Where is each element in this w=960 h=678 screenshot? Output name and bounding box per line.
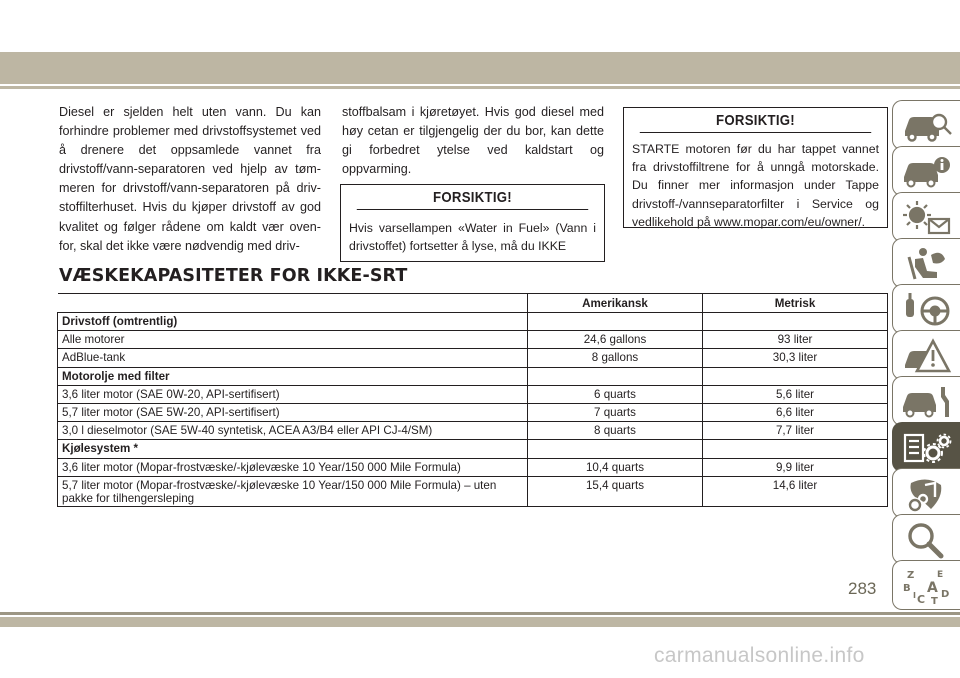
row-metric-value: 5,6 liter xyxy=(703,385,888,403)
table-row xyxy=(58,403,888,421)
body-text-column-2: stoffbalsam i kjøretøyet. Hvis god diesel med høy cetan er tilgjengelig der du bor, kan dette gi forbedret ytelse ved kaldstart og oppvarming. xyxy=(342,105,604,177)
header-rule xyxy=(0,86,960,89)
car-search-icon xyxy=(901,107,953,145)
row-label: Alle motorer xyxy=(58,331,528,349)
specs-gears-icon xyxy=(901,429,953,467)
section-title: VÆSKEKAPASITETER FOR IKKE-SRT xyxy=(59,266,408,286)
row-metric-value: 9,9 liter xyxy=(703,458,888,476)
index-letter: T xyxy=(931,596,938,605)
tab-servicing-maintenance[interactable] xyxy=(892,376,960,426)
table-row xyxy=(58,385,888,403)
header-band xyxy=(0,52,960,84)
tab-search[interactable] xyxy=(892,514,960,564)
index-letters-icon xyxy=(901,567,953,605)
row-us-value: 6 quarts xyxy=(528,385,703,403)
group-label: Motorolje med filter xyxy=(58,367,528,385)
body-text-column-1: Diesel er sjelden helt uten vann. Du kan forhindre problemer med drivstoffsystemet ved å drenere det oppsamlede vannet fra drivstoff/vann-separatoren ved hjelp av tøm-meren for drivstoff/vann-separatoren på driv-stoffilterhuset. Hvis du kjøper drivstoff av god kvalitet og følger rådene om kaldt vær oven-for, skal det ikke være nødvendig med driv- xyxy=(59,105,321,253)
group-label: Kjølesystem * xyxy=(58,440,528,458)
header-us: Amerikansk xyxy=(528,294,703,313)
footer-rule xyxy=(0,612,960,615)
group-row-fuel xyxy=(58,313,888,331)
seat-airbag-icon xyxy=(901,245,953,283)
row-metric-value: 6,6 liter xyxy=(703,403,888,421)
table-row xyxy=(58,476,888,506)
car-info-icon xyxy=(901,153,953,191)
caution-text: STARTE motoren før du har tappet vannet fra drivstoffiltrene for å unngå motorskade. Du finner mer informasjon under Tappe drivstoff-/vannseparatorfilter i Service og vedlikehold på www.mopar.com/eu/owner/. xyxy=(632,142,879,229)
index-letter: B xyxy=(903,583,911,594)
index-letter: D xyxy=(941,589,950,600)
row-label: 3,0 l dieselmotor (SAE 5W-40 syntetisk, ACEA A3/B4 eller API CJ-4/SM) xyxy=(58,422,528,440)
tab-instrument-panel[interactable] xyxy=(892,146,960,196)
tab-getting-to-know-vehicle[interactable] xyxy=(892,100,960,150)
tab-starting-operating[interactable] xyxy=(892,284,960,334)
row-us-value: 10,4 quarts xyxy=(528,458,703,476)
fluid-capacity-table xyxy=(57,293,888,507)
caution-title: FORSIKTIG! xyxy=(357,185,588,210)
tab-lights-messages[interactable] xyxy=(892,192,960,242)
tab-safety[interactable] xyxy=(892,238,960,288)
row-metric-value: 30,3 liter xyxy=(703,349,888,367)
row-us-value: 8 gallons xyxy=(528,349,703,367)
table-row xyxy=(58,349,888,367)
tab-technical-specifications[interactable] xyxy=(892,422,960,472)
index-letter: E xyxy=(937,570,944,580)
index-letter: A xyxy=(927,580,938,596)
warning-triangle-icon xyxy=(901,337,953,375)
table-row xyxy=(58,458,888,476)
row-metric-value: 93 liter xyxy=(703,331,888,349)
tab-multimedia[interactable] xyxy=(892,468,960,518)
key-steering-icon xyxy=(901,291,953,329)
music-nav-icon xyxy=(901,475,953,513)
row-label: 3,6 liter motor (SAE 0W-20, API-sertifisert) xyxy=(58,385,528,403)
group-row-oil xyxy=(58,367,888,385)
caution-box-2 xyxy=(623,107,888,228)
light-message-icon xyxy=(901,199,953,237)
group-label: Drivstoff (omtrentlig) xyxy=(58,313,528,331)
magnifier-icon xyxy=(901,521,953,559)
watermark: carmanualsonline.info xyxy=(654,644,865,667)
header-metric: Metrisk xyxy=(703,294,888,313)
row-us-value: 8 quarts xyxy=(528,422,703,440)
index-letter: Z xyxy=(907,570,915,581)
caution-title: FORSIKTIG! xyxy=(640,108,871,133)
row-us-value: 24,6 gallons xyxy=(528,331,703,349)
table-row xyxy=(58,422,888,440)
footer-band xyxy=(0,617,960,627)
row-label: 5,7 liter motor (Mopar-frostvæske/-kjølevæske 10 Year/150 000 Mile Formula) – uten pakke for tilhengersleping xyxy=(58,476,528,506)
table-row xyxy=(58,331,888,349)
header-cell-empty xyxy=(58,294,528,313)
group-row-coolant xyxy=(58,440,888,458)
page-number: 283 xyxy=(848,579,877,598)
row-label: 3,6 liter motor (Mopar-frostvæske/-kjølevæske 10 Year/150 000 Mile Formula) xyxy=(58,458,528,476)
index-letter: C xyxy=(917,593,926,605)
row-label: AdBlue-tank xyxy=(58,349,528,367)
car-wrench-icon xyxy=(901,383,953,421)
row-us-value: 7 quarts xyxy=(528,403,703,421)
row-label: 5,7 liter motor (SAE 5W-20, API-sertifisert) xyxy=(58,403,528,421)
caution-box-1 xyxy=(340,184,605,262)
index-letter: I xyxy=(913,591,916,600)
tab-in-case-of-emergency[interactable] xyxy=(892,330,960,380)
row-metric-value: 14,6 liter xyxy=(703,476,888,506)
tab-index[interactable] xyxy=(892,560,960,610)
caution-text: Hvis varsellampen «Water in Fuel» (Vann i drivstoffet) fortsetter å lyse, må du IKKE xyxy=(349,221,596,254)
row-us-value: 15,4 quarts xyxy=(528,476,703,506)
row-metric-value: 7,7 liter xyxy=(703,422,888,440)
table-header-row xyxy=(58,294,888,313)
